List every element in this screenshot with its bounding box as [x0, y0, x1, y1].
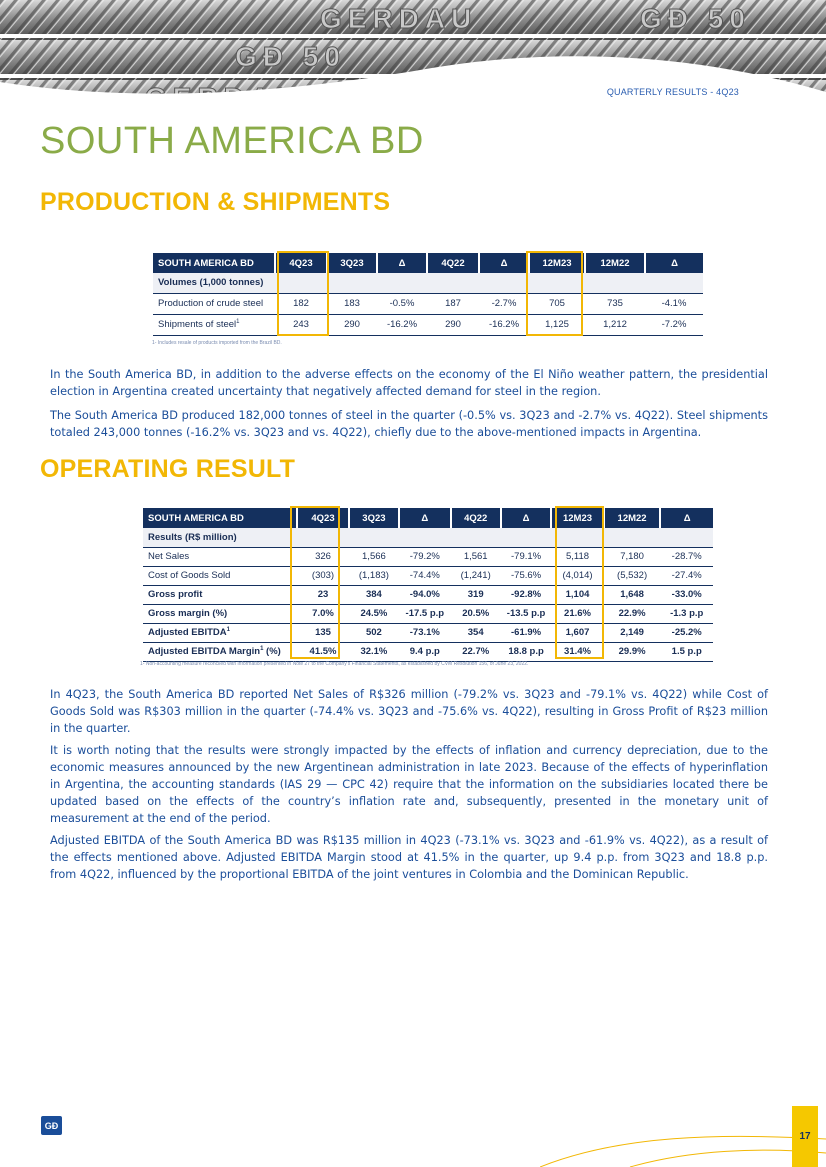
- column-header: Δ: [501, 508, 551, 528]
- document-tag: QUARTERLY RESULTS - 4Q23: [606, 87, 739, 97]
- table-cell: 1,125: [529, 314, 585, 335]
- table-cell: -25.2%: [660, 623, 713, 642]
- table-cell: 319: [451, 585, 501, 604]
- table-cell: (303): [297, 566, 348, 585]
- table-cell: 23: [297, 585, 348, 604]
- row-label: Gross profit: [143, 585, 297, 604]
- paragraph: The South America BD produced 182,000 tonnes of steel in the quarter (-0.5% vs. 3Q23 and -2.7% vs. 4Q22). Steel shipments totaled 243,000 tonnes (-16.2% vs. 3Q23 and vs. 4Q22), chiefly due to the above-mentioned impacts in Argentina.: [50, 409, 768, 439]
- table-row: [143, 623, 713, 642]
- table-cell: 290: [327, 314, 377, 335]
- table-cell: 1,566: [349, 547, 399, 566]
- table-cell: -4.1%: [645, 293, 703, 314]
- table-cell: (1,241): [451, 566, 501, 585]
- table-cell: 31.4%: [551, 642, 603, 661]
- column-header: SOUTH AMERICA BD: [143, 508, 297, 528]
- table-cell: -79.1%: [501, 547, 551, 566]
- table-cell: 183: [327, 293, 377, 314]
- column-header: Δ: [377, 253, 427, 273]
- table-row: [153, 314, 703, 335]
- section-heading-operating: OPERATING RESULT: [40, 455, 296, 483]
- column-header: 4Q23: [297, 508, 348, 528]
- page-number: 17: [792, 1106, 818, 1167]
- table-cell: 1,104: [551, 585, 603, 604]
- table-cell: 41.5%: [297, 642, 348, 661]
- table-cell: -92.8%: [501, 585, 551, 604]
- table-cell: 1,212: [585, 314, 645, 335]
- table-cell: -33.0%: [660, 585, 713, 604]
- banner-text-middle: GÐ 50: [235, 41, 346, 72]
- table-cell: -17.5 p.p: [399, 604, 450, 623]
- row-label: Production of crude steel: [153, 293, 275, 314]
- table-cell: 135: [297, 623, 348, 642]
- column-header: 3Q23: [327, 253, 377, 273]
- table-cell: 705: [529, 293, 585, 314]
- table-row: [143, 566, 713, 585]
- table-cell: -61.9%: [501, 623, 551, 642]
- table-cell: 1,561: [451, 547, 501, 566]
- paragraph: In 4Q23, the South America BD reported Net Sales of R$326 million (-79.2% vs. 3Q23 and -79.1% vs. 4Q22) while Cost of Goods Sold was R$303 million in the quarter (-74.4% vs. 3Q23 and -75.6% vs. 4Q22), resulting in Gross Profit of R$23 million in the quarter.: [50, 688, 768, 735]
- gerdau-logo: GÐ: [41, 1116, 62, 1135]
- table-cell: 9.4 p.p: [399, 642, 450, 661]
- row-label: Shipments of steel$^1$: [153, 314, 275, 335]
- table-cell: -13.5 p.p: [501, 604, 551, 623]
- row-label: Gross margin (%): [143, 604, 297, 623]
- section-heading-production: PRODUCTION & SHIPMENTS: [40, 188, 391, 216]
- column-header: 12M23: [529, 253, 585, 273]
- table-cell: 326: [297, 547, 348, 566]
- table-cell: 20.5%: [451, 604, 501, 623]
- table-cell: 22.7%: [451, 642, 501, 661]
- column-header: 12M22: [585, 253, 645, 273]
- table-cell: -28.7%: [660, 547, 713, 566]
- column-header: 4Q22: [427, 253, 479, 273]
- table-cell: 24.5%: [349, 604, 399, 623]
- table-cell: -73.1%: [399, 623, 450, 642]
- page-title: SOUTH AMERICA BD: [40, 120, 424, 162]
- column-header: 4Q23: [275, 253, 327, 273]
- table-cell: 18.8 p.p: [501, 642, 551, 661]
- table-cell: 354: [451, 623, 501, 642]
- svg-text:GÐ 50: GÐ 50: [640, 3, 751, 34]
- paragraph: In the South America BD, in addition to the adverse effects on the economy of the El Niño weather pattern, the presidential election in Argentina created uncertainty that negatively affected demand for steel in the region.: [50, 368, 768, 398]
- footer-curve-decoration: [540, 1125, 826, 1167]
- table-cell: -0.5%: [377, 293, 427, 314]
- table-row: [143, 642, 713, 661]
- table-cell: -7.2%: [645, 314, 703, 335]
- rebar-banner: [0, 0, 826, 120]
- row-label: Net Sales: [143, 547, 297, 566]
- column-header: SOUTH AMERICA BD: [153, 253, 275, 273]
- table-cell: 1.5 p.p: [660, 642, 713, 661]
- table-row: [143, 585, 713, 604]
- table-cell: -94.0%: [399, 585, 450, 604]
- column-header: Δ: [399, 508, 450, 528]
- table-cell: -74.4%: [399, 566, 450, 585]
- column-header: Δ: [660, 508, 713, 528]
- table-cell: 21.6%: [551, 604, 603, 623]
- table-cell: 182: [275, 293, 327, 314]
- banner-text-top: GERDAU: [320, 3, 478, 34]
- table-cell: 5,118: [551, 547, 603, 566]
- table-row: [143, 547, 713, 566]
- row-label: Cost of Goods Sold: [143, 566, 297, 585]
- table-cell: 502: [349, 623, 399, 642]
- paragraph: Adjusted EBITDA of the South America BD was R$135 million in 4Q23 (-73.1% vs. 3Q23 and -61.9% vs. 4Q22), as a result of the effects mentioned above. Adjusted EBITDA Margin stood at 41.5% in the quarter, up 9.4 p.p. from 3Q23 and 18.8 p.p. from 4Q22, influenced by the proportional EBITDA of the joint ventures in Colombia and the Dominican Republic.: [50, 834, 768, 881]
- column-header: 12M23: [551, 508, 603, 528]
- column-header: 12M22: [604, 508, 661, 528]
- table-cell: 243: [275, 314, 327, 335]
- table-footnote: 1- Includes resale of products imported from the Brazil BD.: [152, 340, 282, 346]
- table-row: [143, 604, 713, 623]
- table-cell: 7,180: [604, 547, 661, 566]
- subheader-label: Results (R$ million): [143, 528, 297, 547]
- paragraph: It is worth noting that the results were strongly impacted by the effects of inflation and currency depreciation, due to the economic measures announced by the new Argentinean administration in late 2023. Because of the effects of hyperinflation in Argentina, the accounting standards (IAS 29 — CPC 42) require that the information on the subsidiaries located there be updated based on the effects of the country’s inflation rate and, subsequently, presented in the monetary unit of measurement at the end of the period.: [50, 744, 768, 825]
- row-label: Adjusted EBITDA$^1$: [143, 623, 297, 642]
- column-header: Δ: [645, 253, 703, 273]
- subheader-label: Volumes (1,000 tonnes): [153, 273, 275, 293]
- table-header-row: [153, 253, 703, 273]
- table-header-row: [143, 508, 713, 528]
- table-cell: 2,149: [604, 623, 661, 642]
- table-subheader-row: [143, 528, 713, 547]
- table-cell: -1.3 p.p: [660, 604, 713, 623]
- column-header: Δ: [479, 253, 529, 273]
- table-cell: (4,014): [551, 566, 603, 585]
- table-cell: (5,532): [604, 566, 661, 585]
- table-cell: -16.2%: [377, 314, 427, 335]
- table-cell: 187: [427, 293, 479, 314]
- table-cell: -75.6%: [501, 566, 551, 585]
- table-cell: 1,648: [604, 585, 661, 604]
- table-cell: -79.2%: [399, 547, 450, 566]
- table-row: [153, 293, 703, 314]
- production-table: [153, 253, 703, 336]
- column-header: 3Q23: [349, 508, 399, 528]
- table-cell: 290: [427, 314, 479, 335]
- table-cell: 32.1%: [349, 642, 399, 661]
- row-label: Adjusted EBITDA Margin$^1$ (%): [143, 642, 297, 661]
- table-cell: -27.4%: [660, 566, 713, 585]
- table-footnote: 1- Non-accounting measure reconciled with information presented in Note 27 to the Company's Financial Statements, as established by CVM Resolution 156, of June 23, 2022.: [140, 661, 529, 667]
- table-cell: 22.9%: [604, 604, 661, 623]
- column-header: 4Q22: [451, 508, 501, 528]
- table-cell: 384: [349, 585, 399, 604]
- operating-result-table: [143, 508, 713, 662]
- table-cell: -16.2%: [479, 314, 529, 335]
- table-cell: 7.0%: [297, 604, 348, 623]
- table-cell: 735: [585, 293, 645, 314]
- table-cell: 29.9%: [604, 642, 661, 661]
- table-cell: -2.7%: [479, 293, 529, 314]
- table-cell: (1,183): [349, 566, 399, 585]
- table-cell: 1,607: [551, 623, 603, 642]
- table-subheader-row: [153, 273, 703, 293]
